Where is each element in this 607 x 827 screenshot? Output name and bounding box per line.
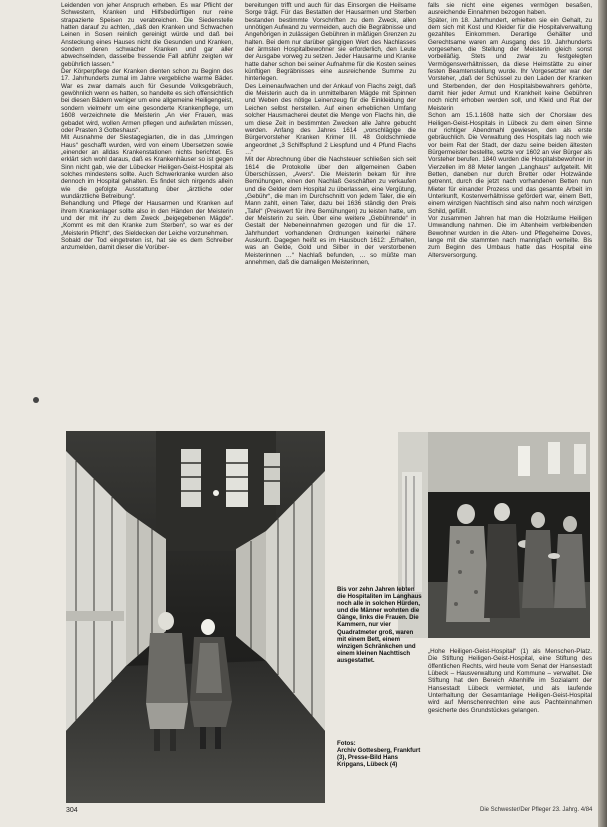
page-number: 304 — [66, 807, 78, 814]
photo-residents-image — [398, 432, 590, 638]
paragraph: „Hohe Heiligen-Geist-Hospital“ (1) als Menschen-Platz. Die Stiftung Heiligen-Geist-Hospital, eine Stiftung des öffentlichen Rechts, wird heute vom Senat der Hansestadt Lübeck – Hausverwaltung und Kommune – verwaltet. Die Stiftung hat den Bereich Altenhilfe im Sozialamt der Hansestadt Lübeck vermietet, und als laufende Unterhaltung der Gesamtanlage Heiligen-Geist-Hospital wird auf Menschenrechten eine aus Pachteinnahmen gesicherte des Grundstückes gelangen. — [428, 648, 592, 714]
page-edge-shadow — [598, 0, 607, 827]
photo-credits — [337, 740, 423, 768]
paragraph: Schon am 15.1.1608 hatte sich der Chorslaw des Heiligen-Geist-Hospitals in Lübeck zu dem einen Sinne nur richtiger Abendmahl gewiesen, den als erste gebräuchlich. Die Verwaltung des Hospitals lag noch wie vor beim Rat der Stadt, der dazu seine beiden ältesten Bürgermeister bestellte, setzte vor 1602 an vier Bürger als Vorsteher berufen. 1840 wurden die Hospitalsbewohner in Vierzellen im 88 Meter langen „Langhaus“ aufgeteilt. Mit Betten, daneben nur durch Bretter oder Holzwände getrennt, durch die jetzt nach vorhandenen Betten nun Mieter für einander Prozess und das gesamte Arbeit im Unterkunft, Kostenverhältnisse gefördert war, einem Bett, einem winzigen Nachttisch sind also nahm noch winzigen Schild, gefüllt. — [428, 112, 592, 215]
photo-caption: Bis vor zehn Jahren lebten die Hospitaliten im Langhaus noch alle in solchen Hürden, und die Männer wohnten die Gänge, links die Frauen. Die Kammern, nur vier Quadratmeter groß, waren mit einem Bett, einem winzigen Schränkchen und einem kleinen Nachttisch ausgestattet. — [337, 586, 422, 664]
journal-footer: Die Schwester/Der Pfleger 23. Jahrg. 4/84 — [480, 807, 593, 813]
paragraph: Der Körperpflege der Kranken dienten schon zu Beginn des 17. Jahrhunderts zumal im Jahre vergebliche warme Bäder. War es zwar damals auch für Gesunde Volksgebräuch, gewöhnlich wenn es hatten, so handelte es sich offensichtlich bei diesen Bädern weniger um eine allgemeine Heiligengeist, sondern vielmehr um eine gesonderte Krankenpflege, um 1608 verzeichnete die Meisterin „An vier Frauen, was gebadet wird, wollen Armen pflegen und aufwärten müssen, oder Prasten 3 Gotteshaus“. — [61, 68, 233, 134]
paragraph: Vor zusammen Jahren hat man die Holzräume Heiligen Umwandlung nahmen. Die im Altenheim verbleibenden Bewohner wurden in die Alten- und Pflegeheime Doves, lange mit die stammten nach mannigfach verteilte. Bis zum Beginn des Umbaus hatte das Hospital eine Altersversorgung. — [428, 214, 592, 259]
text-column-1 — [61, 2, 233, 394]
paragraph: Sobald der Tod eingetreten ist, hat sie es dem Schreiber anzumelden, damit dieser die Vorüber- — [61, 237, 233, 252]
text-column-2 — [245, 2, 416, 394]
paragraph: Behandlung und Pflege der Hausarmen und Kranken auf ihrem Krankenlager sollte also in den Händen der Meisterin und der mit ihr zu dem Zweck „beigegebenen Mägde“. „Kommt es mit den Kranke zum Sterben“, so war es der „Meisterin Pflicht“, des Sieldecken der Leiche vorzunehmen. — [61, 200, 233, 237]
paragraph: Leidenden von jeher Anspruch erheben. Es war Pflicht der Schwestern, Kranken und Hilfsbedürftigen nur reine strapazierte Speisen zu verabreichen. Die Siedenstelle hatten darauf zu achten, „daß den Kranken und Schwachen Leinen in Sosen reinlich gereinigt würde und daß bei Ansteckung eines Hauses nicht die Gesunden und Kranken, sondern deren schwacher Kranken und gar aller abwechselnden, dasselbe fressende Fall abführ zeigten wir gebührlich lassen.“ — [61, 2, 233, 68]
photo-residents — [398, 432, 590, 638]
paragraph: Mit der Abrechnung über die Nachsteuer schließen sich seit 1614 die Protokolle über den allgemeinen Gaben Überschüssen, „Avers“. Die Meisterin bekam für ihre Bemühungen, einen den Nachlaß Geschäften zu verkaufen und die Gelder dem Hospital zu überlassen, eine Vergütung, „Gebühr“, die man im Durchschnitt von jedem Taler, die ein Mann zahlt, einen Taler, dazu bei 1636 ständig den Preis „Tafel“ (Preiswert für ihre Bemühungen) zu leisten hatte, um der Meisterin zu sein. Über eine weitere „Gebührende“ in Gestalt der Nebeneinnahmen gezogen und für die 17. Jahrhundert vorhandenen Ordnungen keinerlei nähere Auskunft. Dagegen heißt es im Hausbuch 1612: „Erhalten, was an Gelde, Gold und Silber in der verstorbenen Meisterinnen …“ Nachlaß befunden, … so müßte man annehmen, daß die damaligen Meisterinnen, — [245, 156, 416, 267]
photo-credits-text: Archiv Gottesberg, Frankfurt (3), Presse-Bild Hans Kripgans, Lübeck (4) — [337, 747, 421, 769]
paragraph: bereitungen trifft und auch für das Einsorgen die Heilsame Sorge trägt. Für das Bestatten der Hausarmen und Sterben bestanden bestimmte Vorschriften zu dem Zweck, allen unnötigen Aufwand zu vermeiden, auch die Begräbnisse und Angehörigen in zulässigen Gebühren in mäßigen Grenzen zu halten. Bei dem nur darüber gängigen Wert des Nachlasses der ärmsten Hospitalbewohner sie erforderlich, den Leute der Ausgabe vorweg zu setzen. Jeder Hausarme und Kranke hatte daher schon bei seiner Aufnahme für die Kosten seines künftigen Begräbnisses eine ausreichende Summe zu hinterlegen. — [245, 2, 416, 83]
photo-hospital-hall — [66, 431, 325, 803]
paragraph: Des Leinenaufwachen und der Ankauf von Flachs zeigt, daß die Meisterin auch da in unmittelbaren Mägde mit Spinnen und Weben des nötige Leinenzeug für die Einkleidung der Leichen selbst herstellen. Auf einen erheblichen Umfang solcher Hausmacherei deutet die Menge von Flachs hin, die um diese Zeit in bestimmten Zwecken alle Jahre gebucht werden. Anfang des Jahres 1614 „vorschlägige die Bürgervorsteher Kranken Krimer III. 48 Goldschmiede angeordnet „3 Schiffspfund 2 Liespfund und 4 Pfund Flachs …“ — [245, 82, 416, 156]
binding-hole — [33, 397, 39, 403]
photo-credits-heading: Fotos: — [337, 740, 356, 747]
text-column-3-continued — [428, 648, 592, 816]
paragraph: Mit Ausnahme der Siestagegiarten, die in das „Umringen Haus“ geschafft wurden, wird von einem Ubersetzen sowie „einender an alldas Krankenstationen nichts berichtet. Es erklärt sich wohl daraus, daß es Krankenhäuser so ist gegen Sinn nicht gab, wie der Lübecker Heiligen-Geist-Hospital als solches mindestens sollte. Auch Schwerkranke wurden also dennoch im Hospital gehalten. Es findet sich nirgends allein wie die gefolgte Ausstattung über „ärztliche oder wundärztliche Betreibung“. — [61, 134, 233, 200]
text-column-3 — [428, 2, 592, 394]
paragraph: Später, im 18. Jahrhundert, erhielten sie ein Gehalt, zu dem sich mit Kost und Kleider für die Hospitalverwaltung gezahltes Einkommen. Derartige Gehälter und Gerechtsame waren am Ausgang des 19. Jahrhunderts vorgesehen, die Stellung der Meisterin gleich sonst vorbeiläßig. Stets und zwar zu festgelegten Vermögensverhältnissen, da diese Heimstätte zu einer festen Beamtenstellung wurde. Ihr Vorgesetzter war der Vorsteher, „daß der Schüssel zu den Laden der Kranken und Sterbenden, der den Hospitalsbewahrers gehörte, damit hier jeder Armut und Krankheit keine Gebühren noch nicht erhoben werden soll, und Kleid und Rat der Meisterin — [428, 16, 592, 112]
photo-hall-image — [66, 431, 325, 803]
paragraph: falls sie nicht eine eigenes vermögen besaßen, ausreichende Einnahmen bezogen haben. — [428, 2, 592, 17]
